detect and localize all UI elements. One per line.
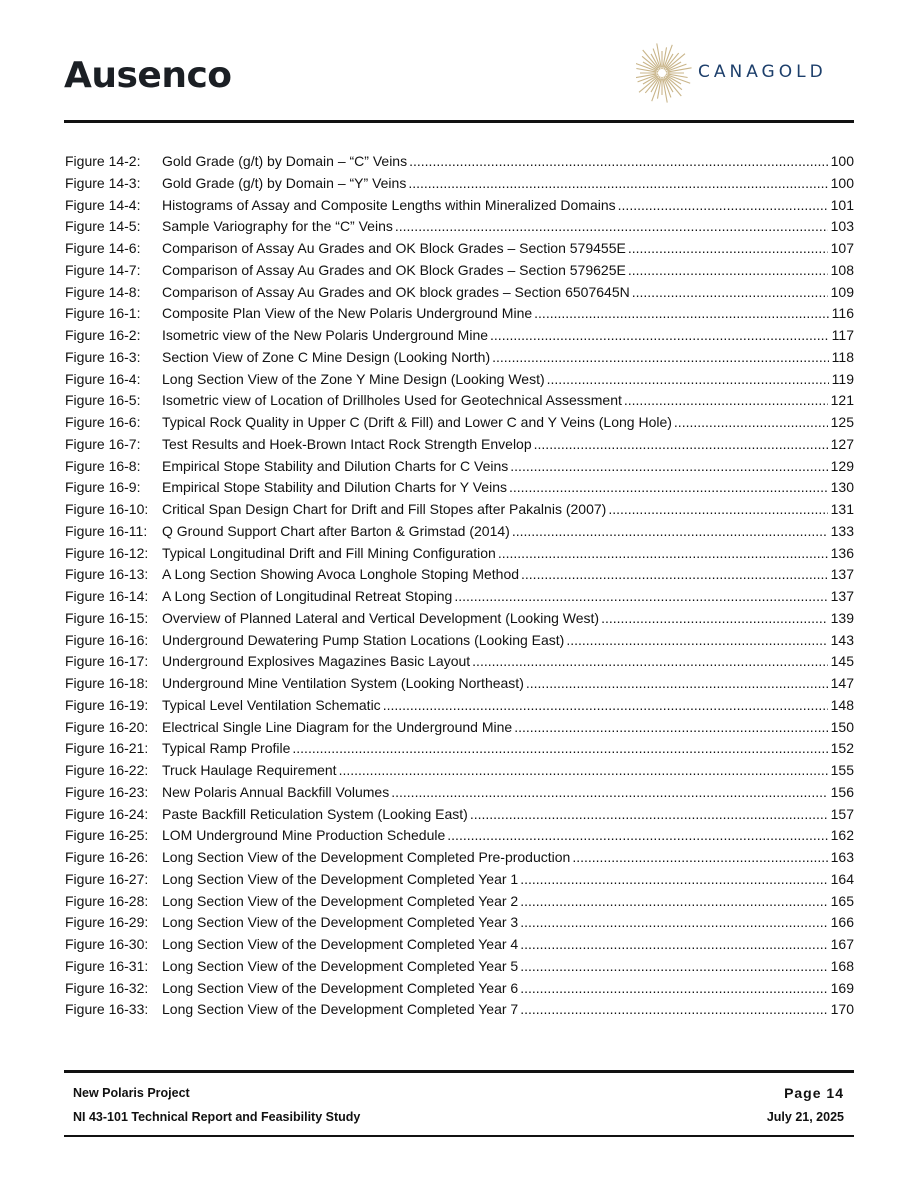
toc-entry[interactable] [65,804,854,826]
toc-figure-title: Gold Grade (g/t) by Domain – “C” Veins [162,153,408,169]
toc-dot-leader [520,912,827,934]
toc-entry[interactable] [65,608,854,630]
toc-entry[interactable] [65,173,854,195]
toc-page-number: 145 [830,653,854,670]
toc-page-number: 143 [830,631,854,648]
toc-entry[interactable] [65,499,854,521]
toc-page-number: 117 [831,327,854,343]
toc-figure-title: Comparison of Assay Au Grades and OK block grades – Section 6507645N [162,283,630,300]
toc-dot-leader [472,651,827,673]
toc-entry[interactable] [65,216,854,238]
toc-figure-title: Critical Span Design Chart for Drift and Fill Stopes after Pakalnis (2007) [162,501,607,517]
toc-dot-leader [409,151,828,173]
toc-figure-label: Figure 16-10: [65,501,149,517]
toc-page-number: 118 [831,348,854,365]
toc-figure-title: Truck Haulage Requirement [162,762,337,778]
toc-entry[interactable] [65,760,854,782]
toc-dot-leader [521,564,828,586]
toc-dot-leader [520,956,827,978]
toc-page-number: 137 [830,566,854,583]
toc-figure-title: Long Section View of the Development Completed Year 4 [162,936,519,952]
toc-figure-label: Figure 16-11: [65,522,148,539]
toc-page-number: 108 [830,261,854,278]
toc-page-number: 169 [830,979,854,996]
toc-figure-title: Isometric view of Location of Drillholes Used for Geotechnical Assessment [162,392,622,409]
toc-dot-leader [628,260,828,282]
footer-divider-bottom [64,1135,854,1137]
toc-figure-title: Typical Level Ventilation Schematic [162,696,381,713]
toc-entry[interactable] [65,347,854,369]
toc-entry[interactable] [65,521,854,543]
toc-dot-leader [547,369,829,391]
toc-figure-title: Comparison of Assay Au Grades and OK Block Grades – Section 579625E [162,261,626,278]
toc-figure-title: Empirical Stope Stability and Dilution Charts for Y Veins [162,479,507,496]
toc-page-number: 157 [830,805,854,822]
toc-dot-leader [628,238,828,260]
toc-figure-label: Figure 16-6: [65,414,141,430]
toc-figure-title: Long Section View of the Development Completed Year 7 [162,1001,519,1018]
toc-entry[interactable] [65,434,854,456]
toc-dot-leader [512,521,828,543]
toc-entry[interactable] [65,390,854,412]
toc-entry[interactable] [65,260,854,282]
toc-figure-label: Figure 16-14: [65,588,149,604]
footer-date: July 21, 2025 [766,1110,844,1124]
toc-figure-label: Figure 16-25: [65,827,149,844]
toc-entry[interactable] [65,912,854,934]
toc-dot-leader [454,586,827,608]
toc-entry[interactable] [65,369,854,391]
toc-figure-label: Figure 14-4: [65,196,141,213]
toc-figure-title: Long Section View of the Development Completed Year 6 [162,979,519,996]
header-divider [64,120,854,123]
toc-dot-leader [520,869,827,891]
toc-entry[interactable] [65,543,854,565]
toc-entry[interactable] [65,934,854,956]
toc-page-number: 170 [830,1001,854,1018]
toc-figure-label: Figure 16-21: [65,740,149,757]
toc-dot-leader [520,999,827,1021]
toc-page-number: 133 [830,522,854,539]
toc-figure-title: Test Results and Hoek-Brown Intact Rock Strength Envelop [162,435,532,452]
toc-dot-leader [447,825,827,847]
ausenco-logo-text: Ausenco [64,55,232,96]
toc-figure-title: Comparison of Assay Au Grades and OK Block Grades – Section 579455E [162,240,626,256]
toc-figure-label: Figure 16-23: [65,783,149,800]
toc-dot-leader [492,347,829,369]
toc-figure-label: Figure 16-24: [65,805,149,822]
toc-entry[interactable] [65,782,854,804]
toc-figure-label: Figure 16-13: [65,566,149,583]
toc-figure-title: Isometric view of the New Polaris Underground Mine [162,327,489,343]
toc-dot-leader [632,282,828,304]
toc-figure-label: Figure 16-4: [65,370,141,387]
toc-dot-leader [498,543,828,565]
toc-page-number: 162 [830,827,854,844]
toc-dot-leader [509,477,828,499]
toc-figure-label: Figure 16-32: [65,979,149,996]
footer-divider-top [64,1070,854,1073]
toc-page-number: 103 [830,218,854,235]
toc-dot-leader [520,978,827,1000]
ausenco-logo [64,56,232,96]
toc-figure-label: Figure 16-3: [65,348,141,365]
toc-dot-leader [534,303,829,325]
toc-page-number: 163 [830,849,854,865]
toc-page-number: 137 [830,588,854,604]
toc-dot-leader [601,608,828,630]
toc-figure-label: Figure 16-33: [65,1001,149,1018]
toc-entry[interactable] [65,891,854,913]
toc-entry[interactable] [65,956,854,978]
toc-dot-leader [292,738,827,760]
toc-figure-label: Figure 14-7: [65,261,141,278]
toc-figure-label: Figure 14-8: [65,283,141,300]
toc-page-number: 168 [830,957,854,974]
toc-entry[interactable] [65,673,854,695]
toc-figure-title: Empirical Stope Stability and Dilution Charts for C Veins [162,457,509,474]
toc-figure-title: Gold Grade (g/t) by Domain – “Y” Veins [162,174,407,191]
toc-dot-leader [674,412,828,434]
toc-figure-title: Composite Plan View of the New Polaris Underground Mine [162,305,533,322]
toc-figure-title: Paste Backfill Reticulation System (Looking East) [162,805,468,822]
toc-entry[interactable] [65,630,854,652]
toc-page-number: 130 [830,479,854,496]
toc-dot-leader [618,195,828,217]
toc-page-number: 165 [830,892,854,909]
toc-page-number: 107 [830,240,854,256]
toc-entry[interactable] [65,695,854,717]
toc-page-number: 152 [830,740,854,757]
toc-entry[interactable] [65,282,854,304]
toc-figure-title: New Polaris Annual Backfill Volumes [162,783,390,800]
toc-page-number: 129 [830,457,854,474]
toc-page-number: 166 [830,914,854,931]
toc-figure-label: Figure 14-6: [65,240,141,256]
toc-figure-label: Figure 14-2: [65,153,141,169]
toc-figure-label: Figure 16-28: [65,892,149,909]
toc-page-number: 119 [831,370,854,387]
toc-page-number: 100 [830,174,854,191]
toc-figure-title: Typical Longitudinal Drift and Fill Mining Configuration [162,544,496,561]
list-of-figures [65,151,854,1021]
toc-entry[interactable] [65,738,854,760]
toc-page-number: 127 [830,435,854,452]
toc-dot-leader [510,456,827,478]
toc-dot-leader [490,325,829,347]
toc-page-number: 116 [831,305,854,322]
toc-page-number: 155 [830,762,854,778]
toc-page-number: 164 [830,870,854,887]
toc-figure-title: Long Section View of the Development Completed Pre-production [162,849,571,865]
toc-figure-label: Figure 16-19: [65,696,149,713]
toc-dot-leader [526,673,828,695]
toc-figure-title: Underground Dewatering Pump Station Locations (Looking East) [162,631,565,648]
toc-dot-leader [534,434,828,456]
toc-dot-leader [624,390,828,412]
toc-page-number: 100 [830,153,854,169]
toc-page-number: 148 [830,696,854,713]
toc-figure-label: Figure 14-3: [65,174,141,191]
toc-figure-title: Long Section View of the Zone Y Mine Design (Looking West) [162,370,545,387]
toc-entry[interactable] [65,999,854,1021]
toc-page-number: 101 [830,196,854,213]
toc-entry[interactable] [65,412,854,434]
toc-entry[interactable] [65,978,854,1000]
toc-entry[interactable] [65,825,854,847]
toc-dot-leader [339,760,828,782]
toc-figure-title: Sample Variography for the “C” Veins [162,218,393,235]
toc-figure-title: A Long Section of Longitudinal Retreat Stoping [162,588,453,604]
toc-entry[interactable] [65,717,854,739]
toc-figure-label: Figure 16-17: [65,653,149,670]
toc-page-number: 131 [830,501,854,517]
toc-figure-label: Figure 16-31: [65,957,149,974]
toc-figure-title: Histograms of Assay and Composite Lengths within Mineralized Domains [162,196,616,213]
toc-figure-title: Long Section View of the Development Completed Year 1 [162,870,519,887]
toc-entry[interactable] [65,195,854,217]
footer-report-title: NI 43-101 Technical Report and Feasibility Study [73,1110,361,1124]
toc-figure-title: Long Section View of the Development Completed Year 2 [162,892,519,909]
toc-dot-leader [514,717,827,739]
toc-page-number: 156 [830,783,854,800]
toc-dot-leader [470,804,828,826]
toc-dot-leader [520,891,827,913]
toc-figure-title: Overview of Planned Lateral and Vertical Development (Looking West) [162,609,600,626]
toc-dot-leader [395,216,828,238]
toc-figure-title: Long Section View of the Development Completed Year 5 [162,957,519,974]
toc-page-number: 121 [830,392,854,409]
toc-figure-title: Q Ground Support Chart after Barton & Grimstad (2014) [162,522,510,539]
toc-figure-label: Figure 16-29: [65,914,149,931]
footer-page-number: Page 14 [784,1085,844,1101]
toc-dot-leader [572,847,827,869]
toc-dot-leader [383,695,828,717]
toc-figure-label: Figure 16-15: [65,609,149,626]
canagold-logo [636,40,856,106]
toc-page-number: 147 [830,675,854,691]
toc-figure-label: Figure 16-5: [65,392,141,409]
toc-figure-label: Figure 16-27: [65,870,149,887]
toc-page-number: 139 [830,609,854,626]
toc-figure-title: Typical Ramp Profile [162,740,291,757]
toc-entry[interactable] [65,564,854,586]
toc-figure-label: Figure 16-22: [65,762,149,778]
toc-figure-label: Figure 14-5: [65,218,141,235]
toc-figure-label: Figure 16-1: [65,305,141,322]
toc-figure-title: LOM Underground Mine Production Schedule [162,827,446,844]
sunburst-icon [636,40,692,106]
toc-entry[interactable] [65,325,854,347]
footer-project-name: New Polaris Project [73,1086,190,1100]
toc-entry[interactable] [65,869,854,891]
toc-entry[interactable] [65,151,854,173]
toc-entry[interactable] [65,586,854,608]
toc-page-number: 167 [830,936,854,952]
toc-entry[interactable] [65,303,854,325]
toc-figure-label: Figure 16-8: [65,457,141,474]
toc-figure-title: Electrical Single Line Diagram for the Underground Mine [162,718,513,735]
toc-page-number: 109 [830,283,854,300]
toc-entry[interactable] [65,456,854,478]
toc-figure-label: Figure 16-2: [65,327,141,343]
toc-figure-label: Figure 16-16: [65,631,149,648]
toc-figure-label: Figure 16-26: [65,849,149,865]
toc-dot-leader [391,782,827,804]
toc-figure-title: Section View of Zone C Mine Design (Looking North) [162,348,491,365]
toc-figure-title: Underground Explosives Magazines Basic Layout [162,653,471,670]
toc-page-number: 125 [830,414,854,430]
toc-entry[interactable] [65,477,854,499]
toc-entry[interactable] [65,847,854,869]
toc-figure-title: A Long Section Showing Avoca Longhole Stoping Method [162,566,520,583]
toc-figure-label: Figure 16-30: [65,936,149,952]
page-header [0,0,918,124]
toc-entry[interactable] [65,651,854,673]
toc-entry[interactable] [65,238,854,260]
toc-dot-leader [566,630,827,652]
toc-figure-title: Typical Rock Quality in Upper C (Drift & Fill) and Lower C and Y Veins (Long Hole) [162,414,672,430]
toc-dot-leader [608,499,827,521]
toc-figure-label: Figure 16-12: [65,544,149,561]
toc-page-number: 150 [830,718,854,735]
toc-figure-label: Figure 16-18: [65,675,149,691]
toc-figure-label: Figure 16-7: [65,435,141,452]
toc-figure-label: Figure 16-9: [65,479,141,496]
toc-page-number: 136 [830,544,854,561]
toc-dot-leader [408,173,827,195]
toc-figure-title: Long Section View of the Development Completed Year 3 [162,914,519,931]
toc-figure-title: Underground Mine Ventilation System (Looking Northeast) [162,675,524,691]
toc-dot-leader [520,934,827,956]
toc-figure-label: Figure 16-20: [65,718,149,735]
canagold-logo-text: CANAGOLD [698,62,827,82]
